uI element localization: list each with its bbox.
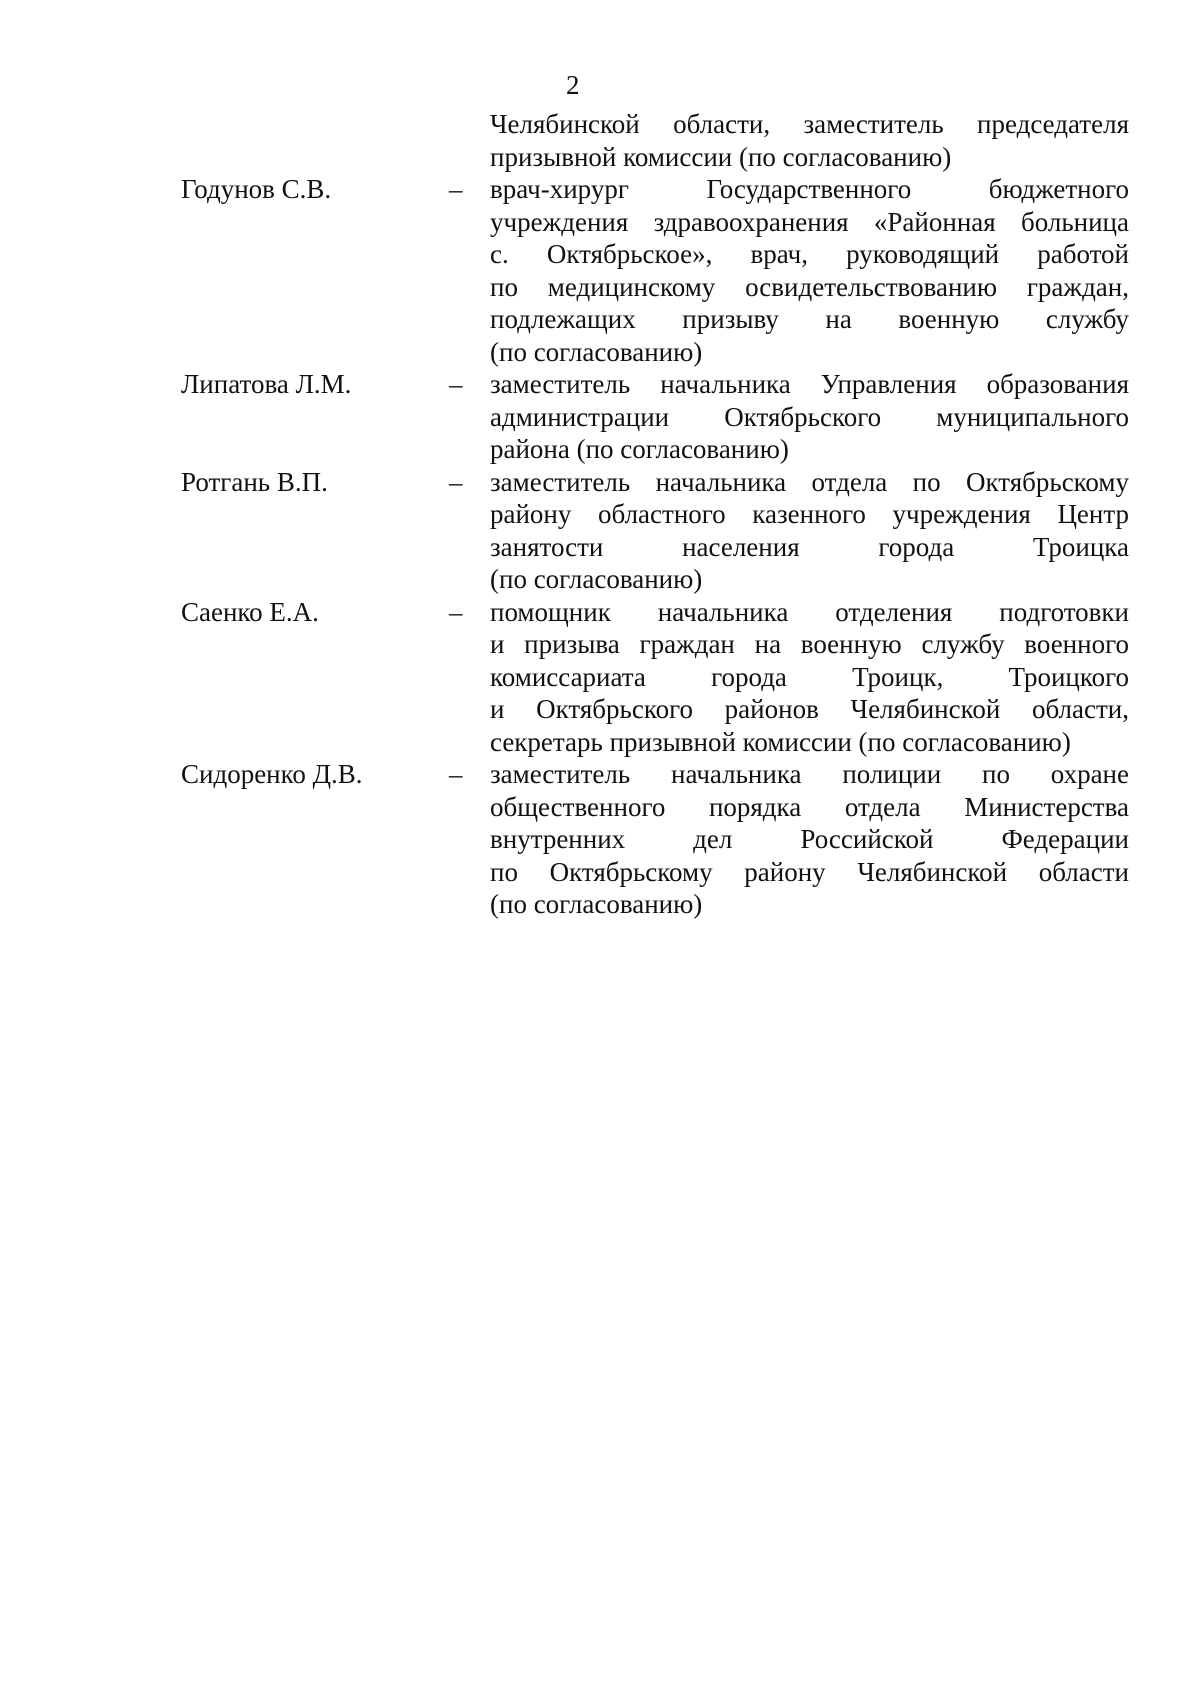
member-description [490,173,1129,368]
member-description [490,108,1129,173]
description-line: району областного казенного учреждения Центр [490,499,1129,529]
description-line: и призыва граждан на военную службу военного [490,629,1129,659]
description-line: внутренних дел Российской Федерации [490,824,1129,854]
member-name: Годунов С.В. [181,174,332,204]
member-dash: – [449,596,463,627]
description-line: Челябинской области, заместитель председателя [490,109,1129,139]
member-dash: – [449,466,463,497]
member-dash: – [449,369,463,399]
description-line: (по согласованию) [490,889,703,919]
description-line: по Октябрьскому району Челябинской области [490,856,1129,887]
member-entry [181,368,1129,466]
member-entry [181,758,1129,921]
member-entry [181,596,1129,759]
description-line: секретарь призывной комиссии (по согласованию) [490,726,1071,757]
description-line: (по согласованию) [490,336,703,367]
member-description [490,758,1129,921]
description-line: по медицинскому освидетельствованию граждан, [490,271,1129,302]
member-entry [181,173,1129,368]
description-line: заместитель начальника отдела по Октябрьскому [490,466,1129,497]
member-description [490,368,1129,466]
description-line: призывной комиссии (по согласованию) [490,141,952,172]
member-name: Саенко Е.А. [181,596,319,627]
description-line: заместитель начальника Управления образования [490,369,1129,399]
description-line: района (по согласованию) [490,434,789,464]
description-line: врач-хирург Государственного бюджетного [490,174,1129,204]
member-description [490,466,1129,596]
description-line: помощник начальника отделения подготовки [490,596,1129,627]
member-name: Липатова Л.М. [181,369,352,399]
description-line: с. Октябрьское», врач, руководящий работой [490,239,1129,269]
description-line: заместитель начальника полиции по охране [490,759,1129,789]
member-entry [181,466,1129,596]
description-line: комиссариата города Троицк, Троицкого [490,661,1129,692]
member-name: Сидоренко Д.В. [181,759,363,789]
description-line: и Октябрьского районов Челябинской области, [490,694,1129,724]
commission-roster [181,108,1129,921]
page-number: 2 [566,70,580,100]
description-line: общественного порядка отдела Министерства [490,791,1129,822]
description-line: администрации Октябрьского муниципального [490,401,1129,432]
description-line: учреждения здравоохранения «Районная больница [490,206,1129,237]
description-line: занятости населения города Троицка [490,531,1129,562]
member-name: Ротгань В.П. [181,466,328,497]
member-dash: – [449,174,463,204]
description-line: (по согласованию) [490,564,703,594]
continuation-entry [181,108,1129,173]
member-dash: – [449,759,463,789]
member-description [490,596,1129,759]
description-line: подлежащих призыву на военную службу [490,304,1129,334]
